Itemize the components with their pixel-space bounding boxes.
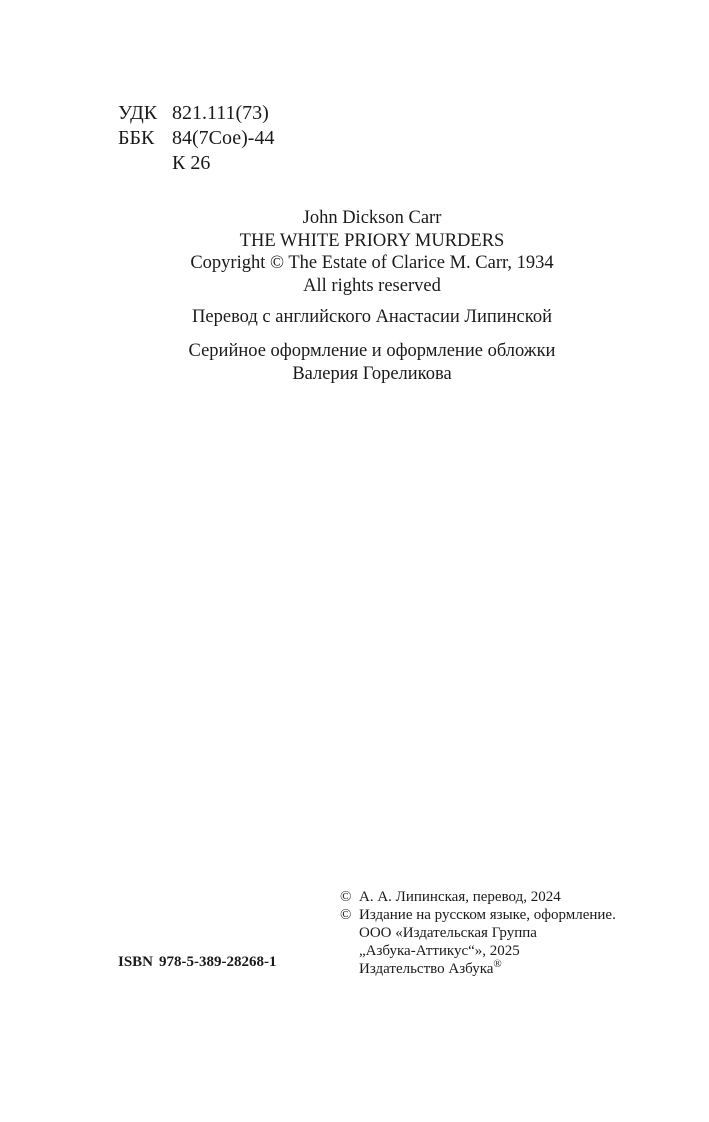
notice-translation [340,888,616,906]
original-author: John Dickson Carr [302,208,442,228]
library-classification [118,101,274,176]
udk-label: УДК [118,102,158,124]
copyright-symbol: © [340,907,352,923]
publisher-name-year: „Азбука-Аттикус“», 2025 [359,943,520,959]
notice-translation-text: А. А. Липинская, перевод, 2024 [359,889,561,905]
publisher-imprint-name: Издательство Азбука [359,961,494,977]
author-mark-row [118,151,274,176]
bbk-value: 84(7Сое)-44 [172,127,275,149]
original-title: THE WHITE PRIORY MURDERS [239,230,505,251]
notice-edition-cont [340,942,616,960]
isbn-label: ISBN [118,954,154,970]
notice-edition-text: Издание на русском языке, оформление. [359,907,616,923]
author-mark: К 26 [172,152,211,174]
isbn [118,953,277,971]
notice-edition [340,906,616,924]
publisher-group-line: ООО «Издательская Группа [359,925,537,941]
notice-publisher [340,960,616,978]
bbk-row [118,126,274,151]
udk-row [118,101,274,126]
copyright-symbol: © [340,889,352,905]
design-credit-line1: Серийное оформление и оформление обложки [188,341,556,361]
publisher-imprint [359,960,502,978]
original-edition-block [172,207,572,297]
translation-credit: Перевод с английского Анастасии Липинской [192,307,552,327]
notice-edition-cont [340,924,616,942]
translation-credit-block [172,306,572,329]
design-credit-line2: Валерия Гореликова [292,363,452,384]
design-credit-block [172,340,572,385]
bbk-label: ББК [118,127,155,149]
udk-value: 821.111(73) [172,102,269,124]
isbn-number: 978-5-389-28268-1 [159,954,277,970]
rights-reserved: All rights reserved [303,275,441,296]
original-copyright: Copyright © The Estate of Clarice M. Carr, 1934 [190,253,554,273]
copyright-notices [340,888,616,978]
registered-trademark-icon: ® [493,958,502,970]
